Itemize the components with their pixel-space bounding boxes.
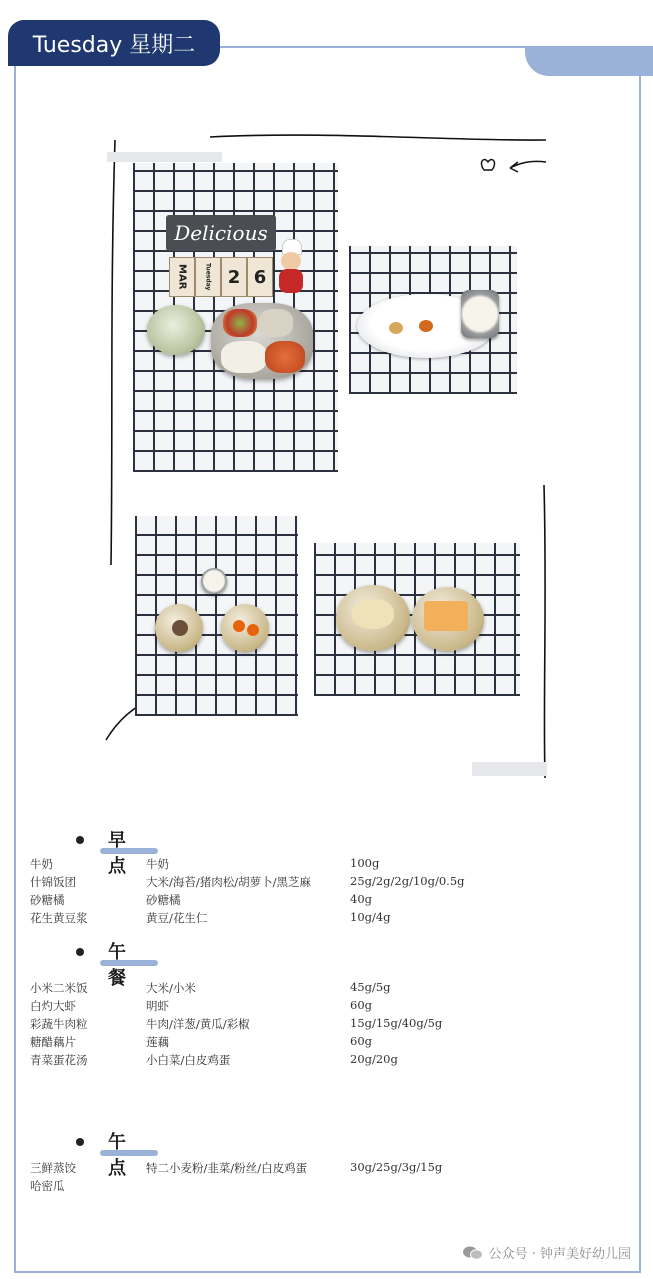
amount: 10g/4g bbox=[350, 910, 391, 924]
dish-name: 哈密瓜 bbox=[30, 1179, 65, 1193]
amount: 45g/5g bbox=[350, 980, 391, 994]
orange-2 bbox=[247, 624, 259, 636]
watermark bbox=[463, 1243, 631, 1262]
vegetable-beef-portion bbox=[223, 309, 257, 337]
grey-tape-bottom bbox=[472, 762, 547, 776]
delicious-sign: Delicious bbox=[166, 215, 276, 251]
lunch-photo bbox=[133, 163, 338, 472]
dish-name: 小米二米饭 bbox=[30, 981, 88, 995]
milk-cup bbox=[201, 568, 227, 594]
ingredients: 牛奶 bbox=[146, 857, 169, 871]
day-title-tab: Tuesday 星期二 bbox=[8, 20, 220, 66]
amount: 30g/25g/3g/15g bbox=[350, 1160, 443, 1174]
amount: 60g bbox=[350, 998, 372, 1012]
section-title: 午点 bbox=[108, 1132, 126, 1179]
calendar-weekday-card: Tuesday bbox=[195, 257, 221, 297]
dish-name: 砂糖橘 bbox=[30, 893, 65, 907]
breakfast-photo bbox=[349, 246, 517, 394]
shrimp-snack bbox=[419, 320, 433, 332]
ingredients: 牛肉/洋葱/黄瓜/彩椒 bbox=[146, 1017, 250, 1031]
rice-portion bbox=[221, 341, 267, 373]
dish-name: 花生黄豆浆 bbox=[30, 911, 88, 925]
shrimp-portion bbox=[265, 341, 305, 373]
bullet bbox=[76, 948, 84, 956]
dish-name: 青菜蛋花汤 bbox=[30, 1053, 88, 1067]
watermark-text: 公众号 · 钟声美好幼儿园 bbox=[488, 1247, 631, 1262]
melon-pieces bbox=[424, 601, 468, 631]
ingredients: 明虾 bbox=[146, 999, 169, 1013]
dish-name: 牛奶 bbox=[30, 857, 53, 871]
calendar-month-card: MAR bbox=[169, 257, 195, 297]
calendar-day-card-2: 6 bbox=[247, 257, 273, 297]
dish-name: 白灼大虾 bbox=[30, 999, 76, 1013]
rice-ball bbox=[172, 620, 188, 636]
ingredients: 特二小麦粉/韭菜/粉丝/白皮鸡蛋 bbox=[146, 1161, 308, 1175]
calendar-day-card-1: 2 bbox=[221, 257, 247, 297]
wechat-icon bbox=[463, 1246, 483, 1260]
bullet bbox=[76, 1138, 84, 1146]
afternoon-snack-photo bbox=[314, 543, 520, 696]
lotus-portion bbox=[259, 309, 293, 337]
amount: 20g/20g bbox=[350, 1052, 398, 1066]
peanuts bbox=[389, 322, 403, 334]
amount: 25g/2g/2g/10g/0.5g bbox=[350, 874, 465, 888]
dish-name: 糖醋藕片 bbox=[30, 1035, 76, 1049]
grey-tape-top bbox=[107, 152, 222, 162]
soy-milk-cup bbox=[461, 290, 499, 338]
dish-name: 什锦饭团 bbox=[30, 875, 76, 889]
ingredients: 砂糖橘 bbox=[146, 893, 181, 907]
dumplings bbox=[352, 599, 394, 629]
dish-name: 彩蔬牛肉粒 bbox=[30, 1017, 88, 1031]
ingredients: 小白菜/白皮鸡蛋 bbox=[146, 1053, 231, 1067]
section-title: 早点 bbox=[108, 830, 126, 877]
orange-1 bbox=[233, 620, 245, 632]
morning-snack-photo bbox=[135, 516, 298, 716]
ingredients: 大米/海苔/猪肉松/胡萝卜/黑芝麻 bbox=[146, 875, 311, 889]
orange-plate bbox=[221, 604, 269, 652]
dish-name: 三鲜蒸饺 bbox=[30, 1161, 76, 1175]
chef-figurine bbox=[276, 239, 306, 295]
amount: 60g bbox=[350, 1034, 372, 1048]
soup-bowl bbox=[147, 305, 205, 355]
ingredients: 黄豆/花生仁 bbox=[146, 911, 208, 925]
section-title: 午餐 bbox=[108, 942, 126, 989]
ingredients: 莲藕 bbox=[146, 1035, 169, 1049]
ingredients: 大米/小米 bbox=[146, 981, 196, 995]
amount: 40g bbox=[350, 892, 372, 906]
amount: 15g/15g/40g/5g bbox=[350, 1016, 443, 1030]
amount: 100g bbox=[350, 856, 380, 870]
bullet bbox=[76, 836, 84, 844]
